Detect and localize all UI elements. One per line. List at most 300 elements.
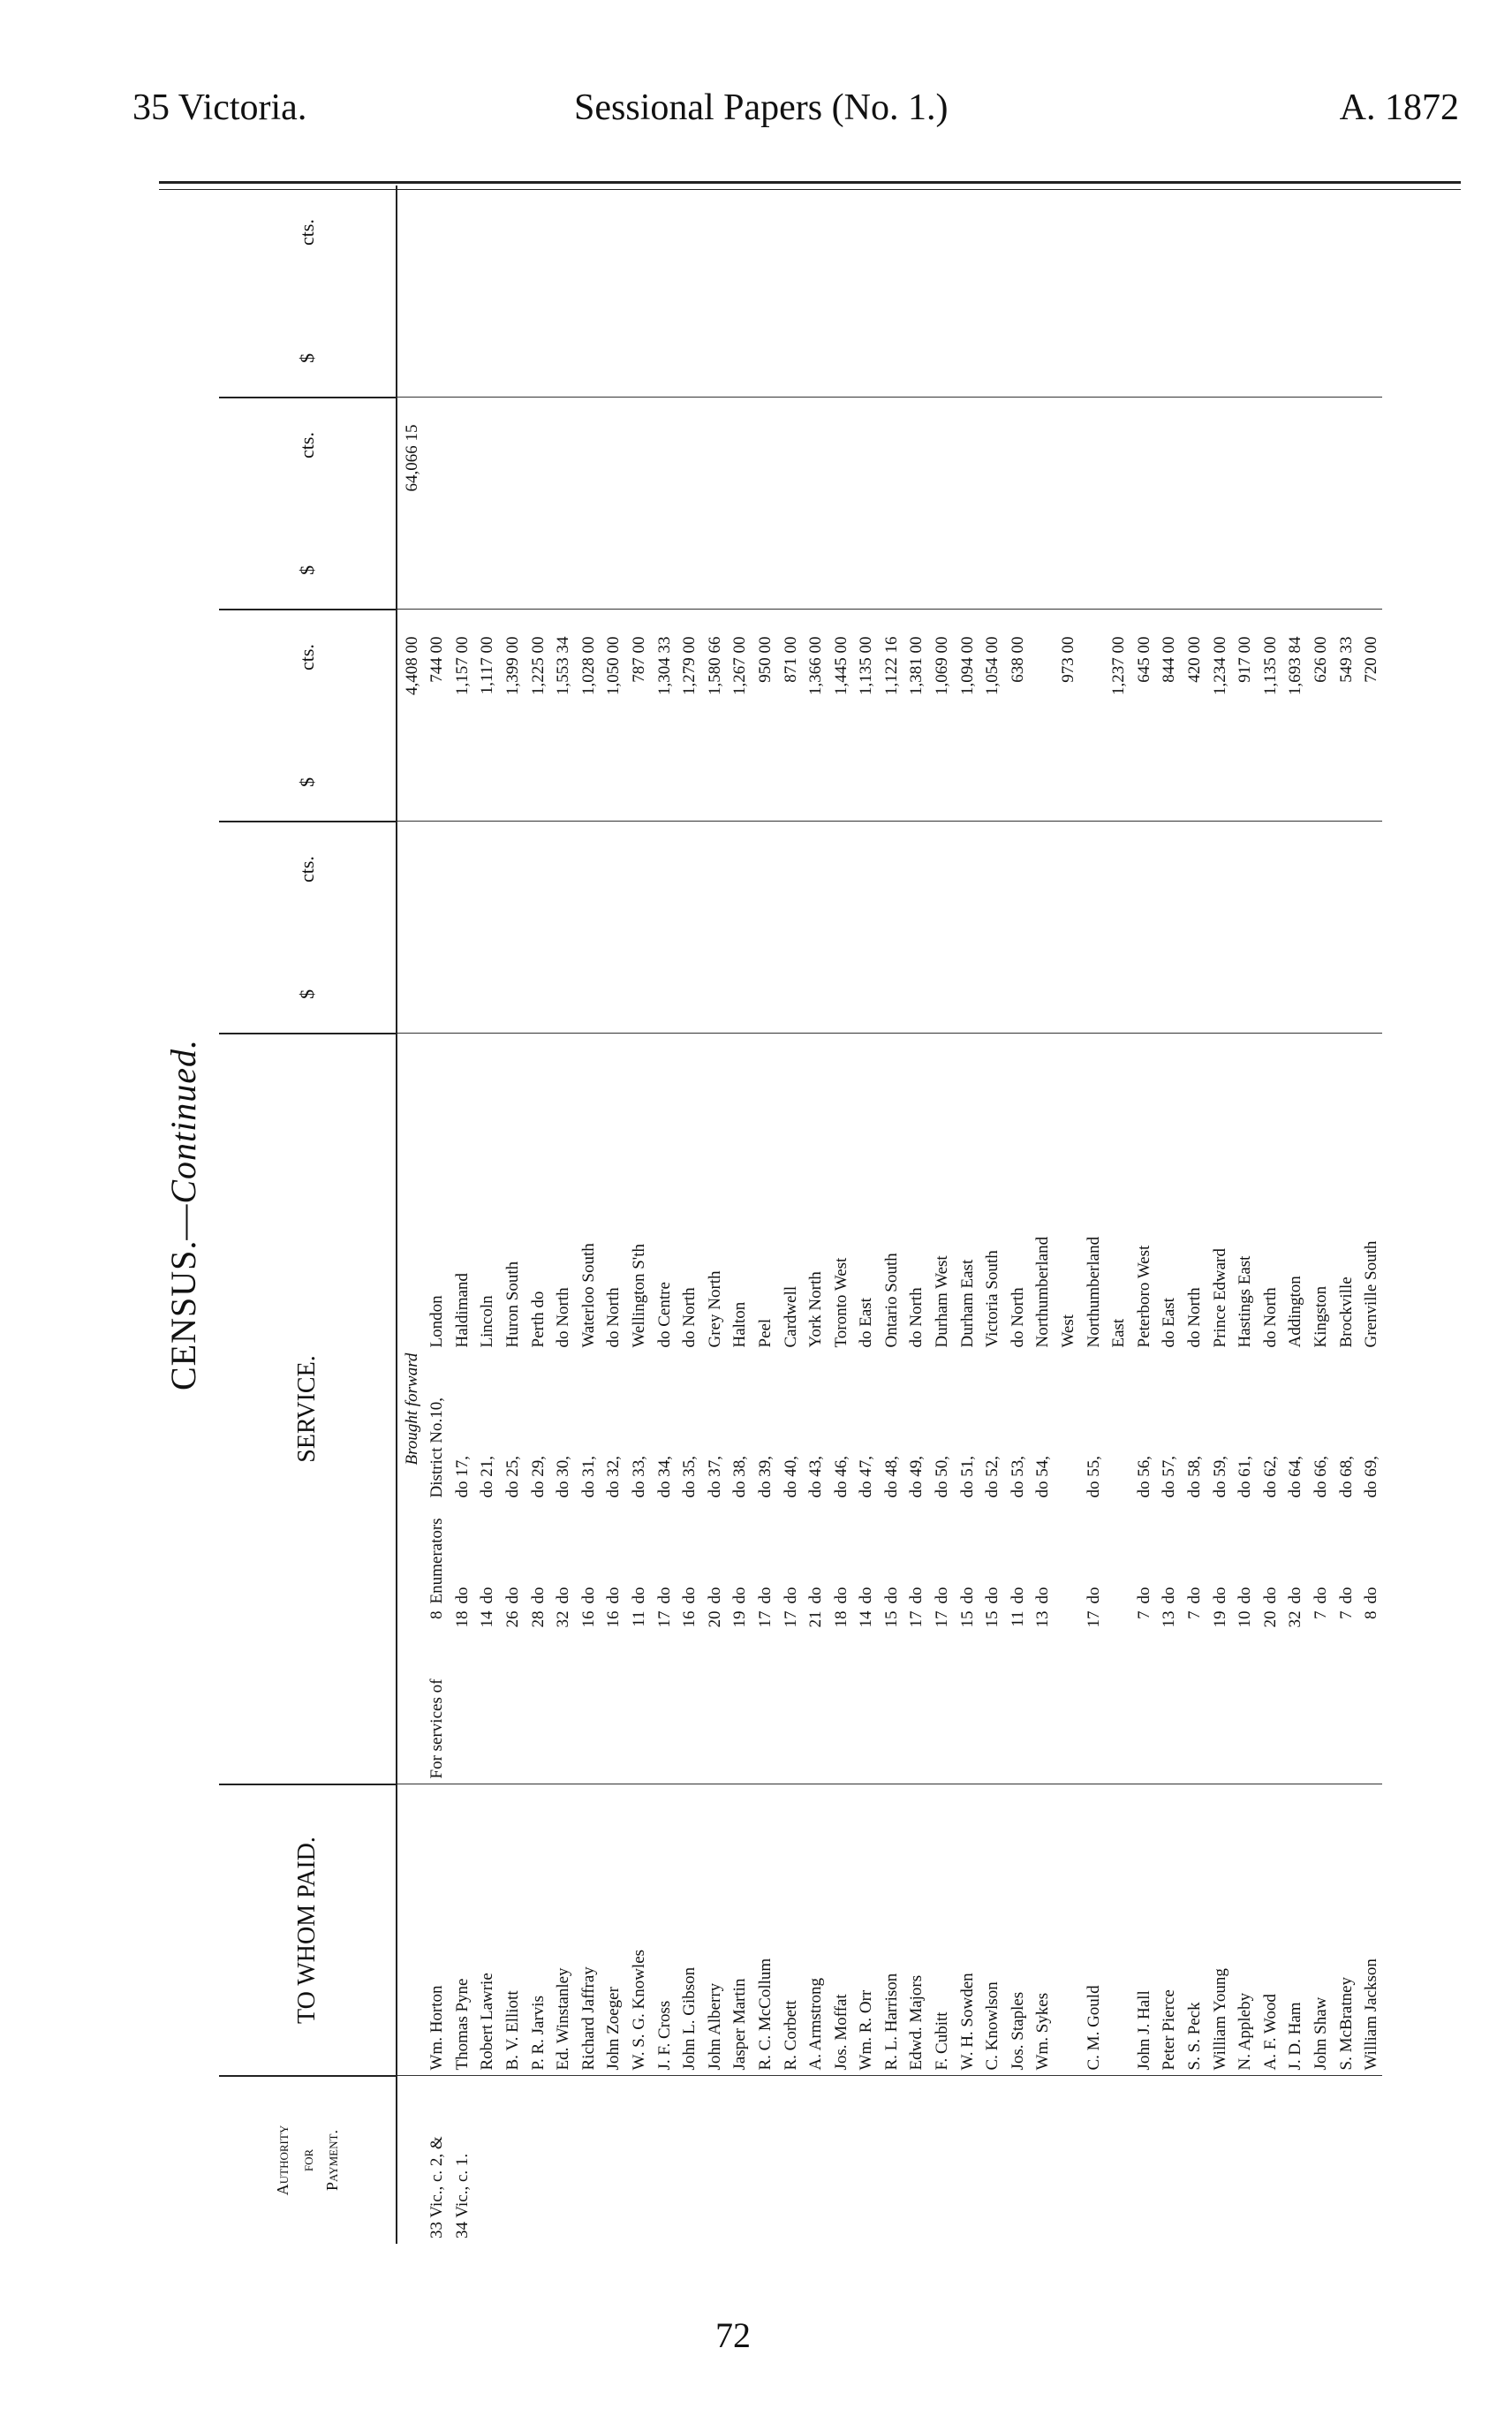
table-row (953, 186, 979, 2244)
col-money-2 (219, 610, 397, 822)
payee-cell (1054, 1784, 1079, 2076)
service-svc-kind: do (604, 1587, 624, 1604)
table-row (1332, 186, 1357, 2244)
money-col-3-cell (1054, 398, 1079, 610)
service-svc-kind: do (806, 1587, 826, 1604)
service-place: Huron South (503, 1261, 522, 1348)
service-count: 19 (1210, 1610, 1229, 1628)
brought-forward-label: Brought forward (397, 1034, 423, 1784)
money-col-1-cell (827, 822, 852, 1034)
service-cell (498, 1034, 524, 1784)
authority-cell (802, 2076, 828, 2244)
service-place: do North (1008, 1287, 1027, 1348)
money-col-4-cell (1256, 186, 1281, 398)
money-col-3-cell (1130, 398, 1155, 610)
authority-cell (726, 2076, 752, 2244)
service-district: do 56, (1134, 1456, 1153, 1498)
money-col-3-cell (1256, 398, 1281, 610)
payee-cell: J. F. Cross (650, 1784, 676, 2076)
service-count: 32 (554, 1610, 573, 1628)
service-count: 26 (503, 1610, 522, 1628)
col-money-1 (219, 822, 397, 1034)
money-col-4-cell (448, 186, 473, 398)
money-col-1-cell (953, 822, 979, 1034)
authority-cell (700, 2076, 726, 2244)
money-col-1-cell (1079, 822, 1105, 1034)
brought-forward-amount: 4,408 00 (397, 610, 423, 822)
money-col-4-cell (1281, 186, 1307, 398)
payee-cell: S. S. Peck (1180, 1784, 1206, 2076)
table-row (927, 186, 953, 2244)
page-number: 72 (715, 2315, 751, 2355)
payee-cell: R. C. McCollum (751, 1784, 776, 2076)
service-svc-kind: do (705, 1587, 724, 1604)
service-svc-kind: do (983, 1587, 1002, 1604)
service-svc-kind: do (1362, 1587, 1381, 1604)
amount-cell: 1,366 00 (802, 610, 828, 822)
money-col-1-cell (650, 822, 676, 1034)
service-district: do 68, (1336, 1456, 1356, 1498)
authority-cell (1130, 2076, 1155, 2244)
service-place: Lincoln (478, 1295, 497, 1348)
running-head-left: 35 Victoria. (132, 87, 307, 128)
service-svc-kind: do (1236, 1587, 1255, 1604)
money-col-1-cell (1105, 822, 1130, 1034)
service-place: Haldimand (452, 1273, 472, 1348)
money-col-1-cell (524, 822, 549, 1034)
payee-cell: Wm. R. Orr (852, 1784, 878, 2076)
money-col-4-cell (1231, 186, 1257, 398)
service-svc-kind: do (654, 1587, 674, 1604)
service-svc-kind: do (1210, 1587, 1229, 1604)
authority-cell (1281, 2076, 1307, 2244)
authority-cell (549, 2076, 575, 2244)
money-col-4-cell (751, 186, 776, 398)
service-svc-kind: do (1160, 1587, 1179, 1604)
service-place: Peterboro West (1134, 1245, 1153, 1348)
service-cell (1054, 1034, 1079, 1784)
service-count: 17 (1084, 1610, 1103, 1628)
money-col-4-cell (700, 186, 726, 398)
amount-cell: 844 00 (1155, 610, 1181, 822)
service-place: do North (1185, 1287, 1204, 1348)
payee-cell: Ed. Winstanley (549, 1784, 575, 2076)
service-count: 13 (1033, 1610, 1053, 1628)
amount-cell: 950 00 (751, 610, 776, 822)
authority-cell (676, 2076, 701, 2244)
col-authority-line: Authority (274, 2125, 291, 2196)
service-district: do 47, (857, 1456, 876, 1498)
payee-cell: William Young (1206, 1784, 1231, 2076)
service-cell (827, 1034, 852, 1784)
service-cell (776, 1034, 802, 1784)
money-col-1-cell (1180, 822, 1206, 1034)
service-place: Durham East (957, 1259, 977, 1348)
table-row (524, 186, 549, 2244)
money-col-4-cell (1029, 186, 1055, 398)
money-col-1-cell (726, 822, 752, 1034)
table-row (1155, 186, 1181, 2244)
service-count: 15 (881, 1610, 901, 1628)
service-district: do 37, (705, 1456, 724, 1498)
money-col-1-cell (1332, 822, 1357, 1034)
money-col-1-cell (1206, 822, 1231, 1034)
service-place: Durham West (933, 1255, 952, 1348)
service-place: Wellington S'th (629, 1244, 648, 1348)
payee-cell: Edwd. Majors (903, 1784, 928, 2076)
money-col-3-cell (1079, 398, 1105, 610)
amount-cell: 1,580 66 (700, 610, 726, 822)
service-place: Northumberland (1084, 1236, 1103, 1348)
service-cell (423, 1034, 449, 1784)
service-place: Waterloo South (578, 1243, 598, 1348)
authority-cell (1231, 2076, 1257, 2244)
payee-cell: John L. Gibson (676, 1784, 701, 2076)
authority-cell: 34 Vic., c. 1. (452, 2153, 472, 2238)
payee-cell: Robert Lawrie (473, 1784, 499, 2076)
amount-cell: 1,135 00 (852, 610, 878, 822)
service-cell (903, 1034, 928, 1784)
service-cell (1079, 1034, 1105, 1784)
service-svc-kind: do (907, 1587, 926, 1604)
amount-cell: 1,553 34 (549, 610, 575, 822)
authority-cell (650, 2076, 676, 2244)
money-col-1-cell (1003, 822, 1029, 1034)
payee-cell: S. McBratney (1332, 1784, 1357, 2076)
money-col-4-cell (1206, 186, 1231, 398)
money-col-1-cell (1357, 822, 1383, 1034)
col-service: SERVICE. (219, 1034, 397, 1784)
authority-cell (979, 2076, 1004, 2244)
money-col-1-cell (700, 822, 726, 1034)
service-cell (676, 1034, 701, 1784)
service-district: do 49, (907, 1456, 926, 1498)
money-col-1-cell (676, 822, 701, 1034)
service-place: Grenville South (1362, 1240, 1381, 1348)
table-row (1306, 186, 1332, 2244)
service-count: 10 (1236, 1610, 1255, 1628)
service-district: do 66, (1311, 1456, 1330, 1498)
service-cell (524, 1034, 549, 1784)
money-col-4-cell (1054, 186, 1079, 398)
authority-cell (751, 2076, 776, 2244)
service-cell (600, 1034, 625, 1784)
service-cell (1357, 1034, 1383, 1784)
service-place: do North (604, 1287, 624, 1348)
authority-cell (1054, 2076, 1079, 2244)
money-col-4-cell (1180, 186, 1206, 398)
authority-cell: 33 Vic., c. 2, & (427, 2136, 447, 2238)
payee-cell: J. D. Ham (1281, 1784, 1307, 2076)
authority-cell (1206, 2076, 1231, 2244)
service-cell (1332, 1034, 1357, 1784)
money-col-3-cell (1155, 398, 1181, 610)
amount-cell (1029, 610, 1055, 822)
money-col-1-cell (1306, 822, 1332, 1034)
money-col-1-cell (802, 822, 828, 1034)
authority-cell (1155, 2076, 1181, 2244)
service-place: Prince Edward (1210, 1248, 1229, 1348)
service-cell (1180, 1034, 1206, 1784)
amount-cell: 1,028 00 (574, 610, 600, 822)
table-row (1357, 186, 1383, 2244)
money-col-4-cell (979, 186, 1004, 398)
money-col-4-cell (650, 186, 676, 398)
service-count: 19 (730, 1610, 750, 1628)
payee-cell: R. Corbett (776, 1784, 802, 2076)
service-district: do 50, (933, 1456, 952, 1498)
money-col-1-cell (423, 822, 449, 1034)
payee-cell: F. Cubitt (927, 1784, 953, 2076)
service-district: do 57, (1160, 1456, 1179, 1498)
payee-cell: C. Knowlson (979, 1784, 1004, 2076)
service-count: 16 (578, 1610, 598, 1628)
service-district: do 69, (1362, 1456, 1381, 1498)
table-row (1079, 186, 1105, 2244)
payee-cell: John J. Hall (1130, 1784, 1155, 2076)
payee-cell: Richard Jaffray (574, 1784, 600, 2076)
service-cell (953, 1034, 979, 1784)
table-row (1281, 186, 1307, 2244)
service-district: do 29, (528, 1456, 548, 1498)
money-col-1-cell (1054, 822, 1079, 1034)
money-col-1-cell (776, 822, 802, 1034)
money-col-4-cell (927, 186, 953, 398)
page-title (163, 186, 204, 2244)
service-count: 17 (654, 1610, 674, 1628)
money-col-1-cell (1029, 822, 1055, 1034)
service-svc-kind: do (1286, 1587, 1305, 1604)
service-cell (726, 1034, 752, 1784)
service-place: Grey North (705, 1270, 724, 1348)
money-col-4-cell (1155, 186, 1181, 398)
money-col-4-cell (473, 186, 499, 398)
money-col-4-cell (1079, 186, 1105, 398)
service-svc-kind: do (629, 1587, 648, 1604)
money-col-1-cell (1281, 822, 1307, 1034)
authority-cell (953, 2076, 979, 2244)
service-place: do Centre (654, 1282, 674, 1348)
service-district: do 51, (957, 1456, 977, 1498)
col-money-3 (219, 398, 397, 610)
amount-cell: 1,117 00 (473, 610, 499, 822)
service-svc-kind: do (1185, 1587, 1204, 1604)
service-cell (1281, 1034, 1307, 1784)
money-col-3-cell (1180, 398, 1206, 610)
amount-cell: 1,225 00 (524, 610, 549, 822)
service-place: Northumberland (1033, 1236, 1053, 1348)
service-cell (624, 1034, 650, 1784)
service-cell (574, 1034, 600, 1784)
table-row (1105, 186, 1130, 2244)
service-district: do 59, (1210, 1456, 1229, 1498)
money-col-1-cell (751, 822, 776, 1034)
amount-cell: 787 00 (624, 610, 650, 822)
service-count: 17 (907, 1610, 926, 1628)
table-row (979, 186, 1004, 2244)
service-count: 15 (983, 1610, 1002, 1628)
money-col-3-cell (1105, 398, 1130, 610)
service-cell (927, 1034, 953, 1784)
table-row (1206, 186, 1231, 2244)
money-col-3-cell (473, 398, 499, 610)
amount-cell: 1,279 00 (676, 610, 701, 822)
money-col-3-cell (903, 398, 928, 610)
authority-cell (1029, 2076, 1055, 2244)
service-count: 11 (1008, 1610, 1027, 1627)
money-col-3-cell (700, 398, 726, 610)
col-authority-line: Payment. (323, 2130, 341, 2191)
payee-cell: John Shaw (1306, 1784, 1332, 2076)
service-svc-kind: do (933, 1587, 952, 1604)
service-district: do 61, (1236, 1456, 1255, 1498)
authority-cell (877, 2076, 903, 2244)
service-cell (1206, 1034, 1231, 1784)
service-place: do North (907, 1287, 926, 1348)
service-svc-kind: do (1336, 1587, 1356, 1604)
table-header-row (219, 186, 397, 2244)
money-col-4-cell (524, 186, 549, 398)
service-count: 16 (604, 1610, 624, 1628)
service-place: Victoria South (983, 1250, 1002, 1348)
authority-cell (776, 2076, 802, 2244)
table-row (574, 186, 600, 2244)
amount-cell: 1,157 00 (448, 610, 473, 822)
money-col-3-cell (877, 398, 903, 610)
service-place: Ontario South (881, 1253, 901, 1348)
table-row (877, 186, 903, 2244)
service-district: do 54, (1033, 1456, 1053, 1498)
running-head-center: Sessional Papers (No. 1.) (574, 87, 949, 128)
amount-cell: 549 33 (1332, 610, 1357, 822)
service-cell (1306, 1034, 1332, 1784)
authority-cell (1332, 2076, 1357, 2244)
service-place: do East (857, 1298, 876, 1348)
authority-cell (1105, 2076, 1130, 2244)
money-col-3-cell (650, 398, 676, 610)
money-col-1-cell (927, 822, 953, 1034)
authority-cell (903, 2076, 928, 2244)
table-row (1180, 186, 1206, 2244)
money-col-1-cell (852, 822, 878, 1034)
payee-cell: C. M. Gould (1079, 1784, 1105, 2076)
money-col-4-cell (1105, 186, 1130, 398)
service-count: 8 (427, 1610, 447, 1619)
service-svc-pre: For services of (427, 1678, 447, 1779)
service-svc-kind: do (957, 1587, 977, 1604)
service-cell (1105, 1034, 1130, 1784)
service-place: do North (554, 1287, 573, 1348)
authority-cell (827, 2076, 852, 2244)
service-place: York North (806, 1271, 826, 1348)
service-count: 15 (957, 1610, 977, 1628)
service-place: East (1109, 1318, 1129, 1348)
money-col-4-cell (877, 186, 903, 398)
service-cell (802, 1034, 828, 1784)
service-count: 7 (1134, 1610, 1153, 1619)
table-row (1256, 186, 1281, 2244)
table-row (448, 186, 473, 2244)
service-district: do 17, (452, 1456, 472, 1498)
authority-cell (600, 2076, 625, 2244)
money-col-3-cell (600, 398, 625, 610)
money-col-3-cell (448, 398, 473, 610)
table-row (624, 186, 650, 2244)
service-place: do East (1160, 1298, 1179, 1348)
service-svc-kind: do (478, 1587, 497, 1604)
brought-forward-row (397, 186, 423, 2244)
amount-cell: 1,050 00 (600, 610, 625, 822)
service-cell (852, 1034, 878, 1784)
service-count: 18 (452, 1610, 472, 1628)
amount-cell: 1,445 00 (827, 610, 852, 822)
amount-cell: 1,693 84 (1281, 610, 1307, 822)
service-district: do 25, (503, 1456, 522, 1498)
amount-cell: 420 00 (1180, 610, 1206, 822)
money-col-4-cell (1003, 186, 1029, 398)
cents-label: cts. (296, 219, 318, 246)
service-place: Brockville (1336, 1276, 1356, 1348)
service-count: 7 (1311, 1610, 1330, 1619)
authority-cell (1079, 2076, 1105, 2244)
table-row (852, 186, 878, 2244)
money-col-3-cell (776, 398, 802, 610)
service-svc-kind: do (755, 1587, 775, 1604)
service-cell (979, 1034, 1004, 1784)
table-row (751, 186, 776, 2244)
amount-cell: 1,381 00 (903, 610, 928, 822)
money-col-1-cell (498, 822, 524, 1034)
amount-cell: 1,122 16 (877, 610, 903, 822)
payee-cell: Jasper Martin (726, 1784, 752, 2076)
service-svc-kind: do (857, 1587, 876, 1604)
table-row (549, 186, 575, 2244)
service-cell (1256, 1034, 1281, 1784)
authority-cell (624, 2076, 650, 2244)
col-money-4 (219, 186, 397, 398)
authority-cell (927, 2076, 953, 2244)
service-district: do 38, (730, 1456, 750, 1498)
service-count: 21 (806, 1610, 826, 1628)
payee-cell: Wm. Horton (423, 1784, 449, 2076)
authority-cell (473, 2076, 499, 2244)
amount-cell: 1,234 00 (1206, 610, 1231, 822)
service-svc-kind: do (1033, 1587, 1053, 1604)
payee-cell: John Alberry (700, 1784, 726, 2076)
money-col-3-cell (751, 398, 776, 610)
authority-cell (498, 2076, 524, 2244)
table-row (423, 186, 449, 2244)
money-col-4-cell (549, 186, 575, 398)
table-row (676, 186, 701, 2244)
service-count: 20 (705, 1610, 724, 1628)
service-district: do 53, (1008, 1456, 1027, 1498)
table-row (1130, 186, 1155, 2244)
money-col-1-cell (473, 822, 499, 1034)
service-cell (1003, 1034, 1029, 1784)
money-col-4-cell (852, 186, 878, 398)
money-col-1-cell (877, 822, 903, 1034)
amount-cell: 638 00 (1003, 610, 1029, 822)
service-count: 20 (1260, 1610, 1280, 1628)
service-cell (448, 1034, 473, 1784)
money-col-3-cell (827, 398, 852, 610)
amount-cell: 1,399 00 (498, 610, 524, 822)
dollar-sign: $ (296, 353, 318, 363)
table-row (1054, 186, 1079, 2244)
payee-cell: A. F. Wood (1256, 1784, 1281, 2076)
service-svc-kind: do (554, 1587, 573, 1604)
